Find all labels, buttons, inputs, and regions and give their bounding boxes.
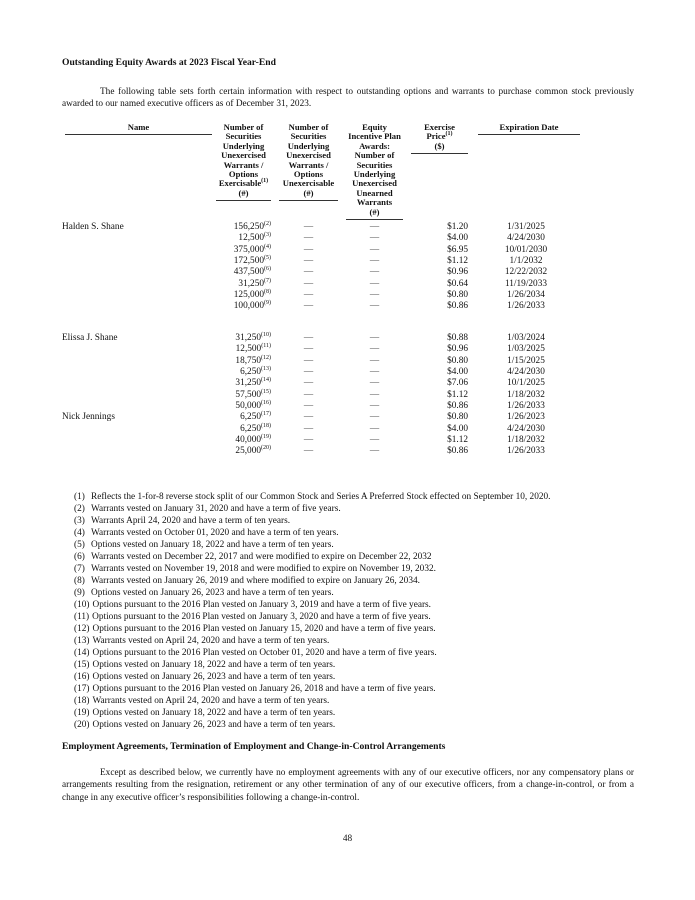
cell-expiration-date: 1/03/2024 bbox=[507, 332, 545, 343]
cell-equity-awards: — bbox=[369, 434, 380, 445]
cell-equity-awards: — bbox=[369, 366, 380, 377]
table-row bbox=[62, 290, 580, 301]
row-name: Elissa J. Shane bbox=[62, 332, 118, 343]
footnote-item bbox=[74, 623, 550, 635]
cell-unexercisable: — bbox=[303, 434, 314, 445]
footnote-item bbox=[74, 695, 550, 707]
row-name bbox=[62, 446, 212, 457]
footnote-item bbox=[74, 659, 550, 671]
cell-expiration-date: 1/1/2032 bbox=[509, 256, 543, 267]
footnote-ref: (10) bbox=[261, 331, 271, 338]
cell-equity-awards: — bbox=[369, 378, 380, 389]
cell-exercise-price: $1.12 bbox=[447, 256, 468, 267]
footnote-item bbox=[74, 539, 550, 551]
table-row bbox=[62, 333, 580, 344]
exercisable-value: 6,250 bbox=[240, 412, 261, 423]
cell-expiration-date: 1/31/2025 bbox=[507, 222, 545, 233]
cell-unexercisable: — bbox=[303, 378, 314, 389]
exercisable-value: 18,750 bbox=[235, 355, 261, 366]
footnote-text: Options pursuant to the 2016 Plan vested on January 26, 2018 and have a term of five years. bbox=[92, 684, 436, 694]
table-row bbox=[62, 401, 580, 412]
cell-unexercisable: — bbox=[303, 366, 314, 377]
footnote-item bbox=[74, 527, 550, 539]
footnote-ref: (6) bbox=[264, 266, 271, 273]
table-row bbox=[62, 245, 580, 256]
row-name bbox=[62, 290, 212, 301]
footnote-item bbox=[74, 707, 550, 719]
header-exercisable-label: Number of Securities Underlying Unexercised Warrants / Options Exercisable bbox=[218, 122, 266, 189]
row-name: Halden S. Shane bbox=[62, 222, 124, 233]
cell-exercise-price: $7.06 bbox=[447, 378, 468, 389]
table-header-row bbox=[62, 123, 580, 220]
row-name bbox=[62, 344, 212, 355]
exercisable-value: 100,000 bbox=[233, 301, 264, 312]
cell-equity-awards: — bbox=[369, 400, 380, 411]
header-exercisable-unit: (#) bbox=[238, 187, 249, 198]
footnote-item bbox=[74, 683, 550, 695]
footnote-item bbox=[74, 503, 550, 515]
cell-equity-awards: — bbox=[369, 267, 380, 278]
footnote-text: Warrants April 24, 2020 and have a term of ten years. bbox=[91, 516, 291, 526]
cell-exercise-price: $4.00 bbox=[447, 423, 468, 434]
footnote-text: Warrants vested on January 26, 2019 and where modified to expire on January 26, 2034. bbox=[91, 576, 420, 586]
footnote-ref: (5) bbox=[264, 255, 271, 262]
table-row bbox=[62, 412, 580, 423]
cell-expiration-date: 1/26/2033 bbox=[507, 446, 545, 457]
footnote-ref: (11) bbox=[261, 343, 271, 350]
footnote-ref: (9) bbox=[264, 300, 271, 307]
table-row bbox=[62, 279, 580, 290]
employment-paragraph: Except as described below, we currently have no employment agreements with any of our executive officers, nor any compensatory plans or arrangements resulting from the resignation, retirement or any other termination of any of our executive officers, from a change-in-control, or from a change in any executive officer’s responsibilities following a change-in-control. bbox=[62, 768, 634, 803]
footnote-ref: (19) bbox=[261, 433, 271, 440]
footnote-item bbox=[74, 719, 550, 731]
header-price-unit: ($) bbox=[434, 140, 445, 151]
cell-unexercisable: — bbox=[303, 400, 314, 411]
header-equity-unit: (#) bbox=[369, 206, 380, 217]
cell-exercise-price: $1.20 bbox=[447, 222, 468, 233]
cell-equity-awards: — bbox=[369, 423, 380, 434]
exercisable-value: 40,000 bbox=[235, 434, 261, 445]
header-price-label: Exercise Price bbox=[424, 122, 455, 142]
header-unexercisable-unit: (#) bbox=[303, 187, 314, 198]
exercisable-value: 31,250 bbox=[235, 378, 261, 389]
footnote-text: Warrants vested on December 22, 2017 and were modified to expire on December 22, 2032 bbox=[91, 552, 432, 562]
cell-exercise-price: $0.86 bbox=[447, 446, 468, 457]
footnote-ref: (18) bbox=[261, 422, 271, 429]
footnote-text: Options vested on January 18, 2022 and have a term of ten years. bbox=[92, 708, 336, 718]
cell-unexercisable: — bbox=[303, 267, 314, 278]
footnote-text: Warrants vested on November 19, 2018 and were modified to expire on November 19, 2032. bbox=[91, 564, 436, 574]
header-exercise-price bbox=[411, 123, 468, 154]
cell-equity-awards: — bbox=[369, 355, 380, 366]
row-name bbox=[62, 301, 212, 312]
footnote-ref: (7) bbox=[264, 277, 271, 284]
footnote-ref: (2) bbox=[264, 221, 271, 228]
footnote-text: Options vested on January 26, 2023 and have a term of ten years. bbox=[92, 720, 336, 730]
exercisable-value: 31,250 bbox=[238, 278, 264, 289]
footnote-item bbox=[74, 491, 550, 503]
footnote-ref: (17) bbox=[261, 411, 271, 418]
table-row bbox=[62, 356, 580, 367]
section-title: Outstanding Equity Awards at 2023 Fiscal Year-End bbox=[62, 57, 276, 68]
cell-equity-awards: — bbox=[369, 446, 380, 457]
header-exercisable-note: (1) bbox=[261, 178, 269, 185]
exercisable-value: 12,500 bbox=[238, 233, 264, 244]
footnote-mark: (9) bbox=[74, 588, 85, 598]
row-name bbox=[62, 401, 212, 412]
row-name: Nick Jennings bbox=[62, 412, 115, 423]
row-name bbox=[62, 390, 212, 401]
exercisable-value: 156,250 bbox=[233, 222, 264, 233]
cell-unexercisable: — bbox=[303, 332, 314, 343]
header-price-note: (1) bbox=[445, 131, 453, 138]
cell-expiration-date: 1/15/2025 bbox=[507, 355, 545, 366]
exercisable-value: 31,250 bbox=[235, 332, 261, 343]
footnote-item bbox=[74, 551, 550, 563]
cell-unexercisable: — bbox=[303, 446, 314, 457]
cell-unexercisable: — bbox=[303, 244, 314, 255]
footnote-mark: (4) bbox=[74, 528, 85, 538]
footnote-mark: (10) bbox=[74, 600, 90, 610]
exercisable-value: 375,000 bbox=[233, 244, 264, 255]
header-equity-incentive bbox=[346, 123, 403, 220]
cell-exercise-price: $0.86 bbox=[447, 400, 468, 411]
cell-expiration-date: 1/03/2025 bbox=[507, 344, 545, 355]
header-name: Name bbox=[65, 123, 212, 135]
cell-equity-awards: — bbox=[369, 233, 380, 244]
cell-expiration-date: 1/26/2034 bbox=[507, 290, 545, 301]
cell-unexercisable: — bbox=[303, 301, 314, 312]
footnote-item bbox=[74, 563, 550, 575]
table-row bbox=[62, 378, 580, 389]
cell-exercise-price: $0.96 bbox=[447, 344, 468, 355]
exercisable-value: 437,500 bbox=[233, 267, 264, 278]
footnote-item bbox=[74, 575, 550, 587]
cell-equity-awards: — bbox=[369, 256, 380, 267]
cell-expiration-date: 1/26/2033 bbox=[507, 301, 545, 312]
cell-exercise-price: $0.80 bbox=[447, 290, 468, 301]
footnote-ref: (16) bbox=[261, 399, 271, 406]
header-expiration: Expiration Date bbox=[478, 123, 580, 135]
cell-expiration-date: 4/24/2030 bbox=[507, 233, 545, 244]
footnote-ref: (15) bbox=[261, 388, 271, 395]
table-row bbox=[62, 435, 580, 446]
row-name bbox=[62, 378, 212, 389]
cell-equity-awards: — bbox=[369, 222, 380, 233]
cell-unexercisable: — bbox=[303, 344, 314, 355]
cell-expiration-date: 12/22/2032 bbox=[504, 267, 548, 278]
footnote-mark: (16) bbox=[74, 672, 90, 682]
header-unexercisable bbox=[279, 123, 338, 201]
cell-equity-awards: — bbox=[369, 412, 380, 423]
cell-equity-awards: — bbox=[369, 389, 380, 400]
footnote-item bbox=[74, 647, 550, 659]
exercisable-value: 125,000 bbox=[233, 290, 264, 301]
cell-exercise-price: $0.64 bbox=[447, 278, 468, 289]
cell-exercisable bbox=[212, 446, 275, 457]
table-row bbox=[62, 256, 580, 267]
footnote-text: Options vested on January 18, 2022 and have a term of ten years. bbox=[92, 660, 336, 670]
footnote-item bbox=[74, 515, 550, 527]
cell-exercise-price: $6.95 bbox=[447, 244, 468, 255]
cell-unexercisable: — bbox=[303, 355, 314, 366]
footnote-mark: (6) bbox=[74, 552, 85, 562]
footnote-mark: (20) bbox=[74, 720, 90, 730]
footnote-mark: (3) bbox=[74, 516, 85, 526]
cell-unexercisable: — bbox=[303, 412, 314, 423]
row-name bbox=[62, 435, 212, 446]
section-title-employment: Employment Agreements, Termination of Employment and Change-in-Control Arrangements bbox=[62, 741, 446, 752]
footnote-ref: (13) bbox=[261, 365, 271, 372]
table-row bbox=[62, 446, 580, 457]
footnote-mark: (13) bbox=[74, 636, 90, 646]
exercisable-value: 25,000 bbox=[235, 446, 261, 457]
table-row bbox=[62, 222, 580, 233]
footnote-text: Options pursuant to the 2016 Plan vested on October 01, 2020 and have a term of five years. bbox=[92, 648, 437, 658]
cell-equity-awards: — bbox=[369, 301, 380, 312]
equity-awards-table bbox=[62, 123, 580, 458]
spacer-row bbox=[62, 313, 580, 333]
exercisable-value: 50,000 bbox=[235, 400, 261, 411]
cell-exercise-price: $0.86 bbox=[447, 301, 468, 312]
footnote-text: Warrants vested on April 24, 2020 and have a term of ten years. bbox=[92, 636, 330, 646]
cell-unexercisable: — bbox=[303, 233, 314, 244]
cell-expiration-date: 1/26/2023 bbox=[507, 412, 545, 423]
cell-expiration-date: 10/01/2030 bbox=[504, 244, 548, 255]
table-row bbox=[62, 267, 580, 278]
table-row bbox=[62, 367, 580, 378]
cell-unexercisable: — bbox=[303, 278, 314, 289]
footnote-item bbox=[74, 611, 550, 623]
exercisable-value: 172,500 bbox=[233, 256, 264, 267]
footnote-mark: (2) bbox=[74, 504, 85, 514]
page-number: 48 bbox=[342, 834, 353, 844]
cell-unexercisable: — bbox=[303, 222, 314, 233]
footnote-mark: (1) bbox=[74, 492, 85, 502]
footnote-mark: (5) bbox=[74, 540, 85, 550]
footnote-text: Options pursuant to the 2016 Plan vested on January 3, 2019 and have a term of five years. bbox=[92, 600, 431, 610]
footnote-mark: (14) bbox=[74, 648, 90, 658]
exercisable-value: 6,250 bbox=[240, 423, 261, 434]
cell-expiration-date: 1/18/2032 bbox=[507, 389, 545, 400]
table-row bbox=[62, 344, 580, 355]
cell-exercise-price: $1.12 bbox=[447, 434, 468, 445]
cell-equity-awards: — bbox=[369, 278, 380, 289]
cell-exercise-price: $4.00 bbox=[447, 233, 468, 244]
footnote-mark: (8) bbox=[74, 576, 85, 586]
cell-expiration-date: 10/1/2025 bbox=[507, 378, 545, 389]
cell-equity-awards: — bbox=[369, 344, 380, 355]
footnote-text: Options vested on January 26, 2023 and have a term of ten years. bbox=[91, 588, 334, 598]
cell-equity-awards: — bbox=[369, 244, 380, 255]
cell-exercise-price: $4.00 bbox=[447, 366, 468, 377]
footnote-mark: (12) bbox=[74, 624, 90, 634]
footnote-text: Warrants vested on January 31, 2020 and have a term of five years. bbox=[91, 504, 341, 514]
row-name bbox=[62, 367, 212, 378]
footnote-mark: (15) bbox=[74, 660, 90, 670]
footnote-text: Warrants vested on April 24, 2020 and have a term of ten years. bbox=[92, 696, 330, 706]
footnote-ref: (14) bbox=[261, 377, 271, 384]
cell-expiration-date: 1/26/2033 bbox=[507, 400, 545, 411]
footnote-item bbox=[74, 671, 550, 683]
table-row bbox=[62, 424, 580, 435]
cell-equity-awards: — bbox=[369, 290, 380, 301]
footnote-text: Reflects the 1-for-8 reverse stock split of our Common Stock and Series A Preferred Stock effected on September 10, 2020. bbox=[91, 492, 551, 502]
cell-expiration-date: 1/18/2032 bbox=[507, 434, 545, 445]
exercisable-value: 57,500 bbox=[235, 389, 261, 400]
header-equity-label: Equity Incentive Plan Awards: Number of Securities Underlying Unexercised Unearned Warrants bbox=[348, 122, 401, 208]
footnote-text: Options pursuant to the 2016 Plan vested on January 15, 2020 and have a term of five years. bbox=[92, 624, 436, 634]
cell-expiration-date: 4/24/2030 bbox=[507, 423, 545, 434]
cell-expiration-date: 4/24/2030 bbox=[507, 366, 545, 377]
cell-exercise-price: $1.12 bbox=[447, 389, 468, 400]
cell-exercise-price: $0.96 bbox=[447, 267, 468, 278]
cell-expiration-date: 11/19/2033 bbox=[504, 278, 547, 289]
footnote-mark: (17) bbox=[74, 684, 90, 694]
footnote-ref: (3) bbox=[264, 232, 271, 239]
footnotes bbox=[74, 491, 550, 731]
footnote-ref: (4) bbox=[264, 243, 271, 250]
cell-exercise-price: $0.80 bbox=[447, 412, 468, 423]
footnote-text: Options pursuant to the 2016 Plan vested on January 3, 2020 and have a term of five years. bbox=[92, 612, 431, 622]
cell-unexercisable: — bbox=[303, 290, 314, 301]
row-name bbox=[62, 233, 212, 244]
row-name bbox=[62, 267, 212, 278]
footnote-mark: (11) bbox=[74, 612, 90, 622]
cell-exercise-price: $0.80 bbox=[447, 355, 468, 366]
footnote-text: Options vested on January 18, 2022 and have a term of ten years. bbox=[91, 540, 334, 550]
row-name bbox=[62, 424, 212, 435]
cell-equity-awards: — bbox=[369, 332, 380, 343]
row-name bbox=[62, 256, 212, 267]
footnote-mark: (18) bbox=[74, 696, 90, 706]
row-name bbox=[62, 245, 212, 256]
footnote-text: Warrants vested on October 01, 2020 and have a term of ten years. bbox=[91, 528, 339, 538]
exercisable-value: 6,250 bbox=[240, 366, 261, 377]
header-exercisable bbox=[216, 123, 271, 201]
footnote-mark: (7) bbox=[74, 564, 85, 574]
cell-exercise-price: $0.88 bbox=[447, 332, 468, 343]
footnote-ref: (20) bbox=[261, 445, 271, 452]
table-row bbox=[62, 390, 580, 401]
footnote-item bbox=[74, 587, 550, 599]
footnote-item bbox=[74, 599, 550, 611]
row-name bbox=[62, 279, 212, 290]
cell-unexercisable: — bbox=[303, 423, 314, 434]
footnote-mark: (19) bbox=[74, 708, 90, 718]
footnote-ref: (8) bbox=[264, 289, 271, 296]
footnote-ref: (12) bbox=[261, 354, 271, 361]
footnote-item bbox=[74, 635, 550, 647]
cell-unexercisable: — bbox=[303, 256, 314, 267]
cell-unexercisable: — bbox=[303, 389, 314, 400]
row-name bbox=[62, 356, 212, 367]
exercisable-value: 12,500 bbox=[235, 344, 262, 355]
cell-exercisable bbox=[212, 301, 275, 312]
footnote-text: Options vested on January 26, 2023 and have a term of ten years. bbox=[92, 672, 336, 682]
table-row bbox=[62, 233, 580, 244]
header-unexercisable-label: Number of Securities Underlying Unexercised Warrants / Options Unexercisable bbox=[282, 122, 335, 189]
table-row bbox=[62, 301, 580, 312]
intro-paragraph: The following table sets forth certain information with respect to outstanding options and warrants to purchase common stock previously awarded to our named executive officers as of December 31, 2023. bbox=[62, 87, 634, 110]
